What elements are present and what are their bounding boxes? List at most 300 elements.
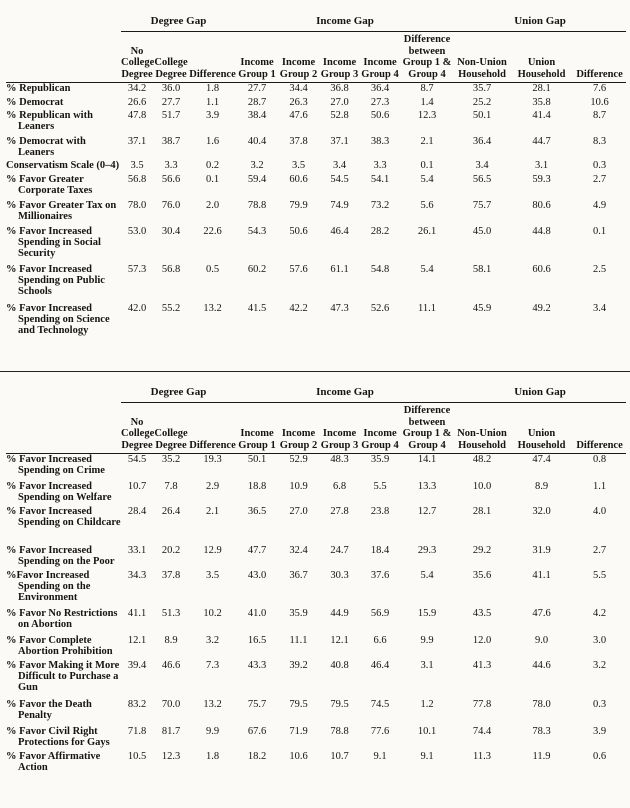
column-header: Difference between Group 1 & Group 4 xyxy=(402,405,452,451)
table-cell: 54.8 xyxy=(370,263,390,275)
table-cell: 0.3 xyxy=(592,698,607,710)
column-header: College Degree xyxy=(154,57,188,80)
table-cell: 10.1 xyxy=(417,725,437,737)
table-cell: 3.4 xyxy=(332,159,347,171)
table-cell: 0.8 xyxy=(592,454,607,465)
table-cell: 35.7 xyxy=(472,83,492,94)
table-top xyxy=(6,15,626,339)
table-cell: 36.7 xyxy=(289,569,308,581)
table-cell: 28.1 xyxy=(532,83,551,94)
column-header: No College Degree xyxy=(121,45,155,80)
table-cell: 15.9 xyxy=(417,607,437,619)
table-cell: 11.9 xyxy=(532,750,551,762)
table-cell: 52.9 xyxy=(289,454,308,465)
table-cell: 0.3 xyxy=(592,159,607,171)
group-header-degree-gap: Degree Gap xyxy=(150,15,207,27)
row-label: %Favor Increased Spending on the Environment xyxy=(6,569,91,603)
table-cell: 9.9 xyxy=(420,634,434,646)
table-cell: 71.8 xyxy=(127,725,147,737)
table-cell: 4.9 xyxy=(592,199,607,211)
table-cell: 52.8 xyxy=(330,109,349,121)
table-cell: 46.4 xyxy=(330,225,349,237)
table-row xyxy=(6,608,626,634)
table-cell: 41.1 xyxy=(532,569,551,581)
row-label: % Favor Increased Spending on Crime xyxy=(6,454,105,477)
table-cell: 10.9 xyxy=(289,480,308,492)
row-label: % Favor Affirmative Action xyxy=(6,750,101,773)
table-cell: 3.9 xyxy=(592,725,607,737)
table-cell: 44.6 xyxy=(532,659,551,671)
column-header: Income Group 4 xyxy=(361,428,399,451)
table-cell: 60.2 xyxy=(247,263,267,275)
table-row xyxy=(6,224,626,263)
table-cell: 3.1 xyxy=(534,159,549,171)
table-cell: 7.8 xyxy=(164,480,178,492)
table-cell: 34.4 xyxy=(289,83,308,94)
row-label: % Favor Greater Corporate Taxes xyxy=(6,173,93,196)
table-row xyxy=(6,83,626,97)
row-label: % Favor Increased Spending on Welfare xyxy=(6,480,112,503)
row-label: % Favor Increased Spending on Childcare xyxy=(6,505,121,528)
table-cell: 12.3 xyxy=(161,750,181,762)
table-cell: 19.3 xyxy=(203,454,222,465)
table-cell: 47.3 xyxy=(330,302,349,314)
table-cell: 12.0 xyxy=(472,634,492,646)
table-cell: 30.3 xyxy=(330,569,349,581)
row-label: % Favor Greater Tax on Millionaires xyxy=(6,199,117,222)
table-cell: 56.5 xyxy=(472,173,492,185)
table-cell: 57.3 xyxy=(127,263,147,275)
row-label: % Favor Increased Spending on Science and Technology xyxy=(6,302,110,336)
table-cell: 3.0 xyxy=(592,634,607,646)
row-label: % Republican with Leaners xyxy=(6,109,93,132)
table-cell: 27.8 xyxy=(330,505,349,517)
table-cell: 5.4 xyxy=(420,263,434,275)
table-cell: 70.0 xyxy=(161,698,181,710)
table-cell: 83.2 xyxy=(127,698,147,710)
column-header: Difference xyxy=(576,68,623,80)
table-cell: 18.2 xyxy=(247,750,267,762)
table-cell: 10.7 xyxy=(330,750,349,762)
table-row xyxy=(6,751,626,773)
table-cell: 27.7 xyxy=(161,96,181,108)
table-cell: 45.0 xyxy=(472,225,492,237)
table-cell: 26.4 xyxy=(161,505,181,517)
table-cell: 10.6 xyxy=(590,96,609,108)
table-row xyxy=(6,725,626,751)
table-cell: 56.6 xyxy=(161,173,181,185)
table-cell: 23.8 xyxy=(370,505,390,517)
table-cell: 50.6 xyxy=(370,109,390,121)
group-header-union-gap: Union Gap xyxy=(514,15,566,27)
column-header: Non-Union Household xyxy=(457,57,507,80)
table-row xyxy=(6,545,626,570)
row-label: Conservatism Scale (0–4) xyxy=(6,159,120,171)
table-row xyxy=(6,454,626,480)
table-cell: 37.1 xyxy=(330,135,349,147)
table-cell: 61.1 xyxy=(330,263,349,275)
table-cell: 3.1 xyxy=(420,659,434,671)
table-cell: 1.1 xyxy=(592,480,607,492)
table-cell: 7.6 xyxy=(592,83,607,94)
table-cell: 79.9 xyxy=(289,199,308,211)
table-cell: 0.5 xyxy=(205,263,220,275)
table-row xyxy=(6,480,626,506)
row-label: % Favor No Restrictions on Abortion xyxy=(6,607,118,630)
table-cell: 40.4 xyxy=(247,135,267,147)
table-cell: 60.6 xyxy=(289,173,308,185)
table-cell: 8.9 xyxy=(164,634,178,646)
table-cell: 81.7 xyxy=(161,725,181,737)
table-cell: 2.0 xyxy=(205,199,220,211)
table-cell: 47.6 xyxy=(289,109,308,121)
column-header: Income Group 2 xyxy=(279,428,318,451)
table-cell: 53.0 xyxy=(127,225,147,237)
table-cell: 52.6 xyxy=(370,302,390,314)
table-cell: 67.6 xyxy=(247,725,267,737)
table-cell: 20.2 xyxy=(161,544,181,556)
table-row xyxy=(6,301,626,339)
table-cell: 10.2 xyxy=(203,607,222,619)
table-cell: 12.9 xyxy=(203,544,222,556)
table-cell: 0.6 xyxy=(592,750,607,762)
table-cell: 0.1 xyxy=(592,225,607,237)
table-cell: 8.3 xyxy=(592,135,607,147)
table-cell: 2.5 xyxy=(592,263,607,275)
table-cell: 50.6 xyxy=(289,225,308,237)
table-cell: 8.7 xyxy=(592,109,607,121)
row-label: % Favor Making it More Difficult to Purchase a Gun xyxy=(6,659,120,693)
row-label: % Democrat xyxy=(6,96,64,108)
table-cell: 1.8 xyxy=(205,83,220,94)
table-cell: 12.7 xyxy=(417,505,437,517)
table-cell: 0.1 xyxy=(205,173,220,185)
column-header-row xyxy=(6,32,626,83)
table-cell: 6.6 xyxy=(373,634,387,646)
column-header: Difference xyxy=(576,439,623,451)
table-cell: 0.2 xyxy=(205,159,220,171)
table-cell: 2.7 xyxy=(592,544,607,556)
table-cell: 18.8 xyxy=(247,480,267,492)
group-header-income-gap: Income Gap xyxy=(316,386,374,398)
table-cell: 3.4 xyxy=(592,302,607,314)
row-label: % Favor the Death Penalty xyxy=(6,698,92,721)
table-cell: 26.3 xyxy=(289,96,308,108)
table-cell: 44.9 xyxy=(330,607,349,619)
table-cell: 75.7 xyxy=(472,199,492,211)
table-row xyxy=(6,110,626,134)
table-cell: 4.2 xyxy=(592,607,607,619)
table-cell: 25.2 xyxy=(472,96,492,108)
column-header: Non-Union Household xyxy=(457,428,507,451)
table-cell: 35.8 xyxy=(532,96,551,108)
table-row xyxy=(6,263,626,301)
table-cell: 44.7 xyxy=(532,135,551,147)
table-row xyxy=(6,134,626,160)
table-bottom xyxy=(6,386,626,773)
table-cell: 60.6 xyxy=(532,263,551,275)
table-cell: 2.1 xyxy=(420,135,434,147)
table-cell: 5.6 xyxy=(420,199,434,211)
table-cell: 59.3 xyxy=(532,173,551,185)
row-label: % Favor Increased Spending in Social Security xyxy=(6,225,101,259)
table-cell: 27.0 xyxy=(289,505,308,517)
table-cell: 9.0 xyxy=(534,634,549,646)
table-cell: 50.1 xyxy=(247,454,267,465)
table-cell: 2.7 xyxy=(592,173,607,185)
column-header: No College Degree xyxy=(121,416,155,451)
table-cell: 29.3 xyxy=(417,544,437,556)
table-cell: 3.4 xyxy=(475,159,489,171)
table-cell: 1.8 xyxy=(205,750,220,762)
table-cell: 8.7 xyxy=(420,83,434,94)
column-header xyxy=(6,32,121,83)
table-row xyxy=(6,699,626,725)
table-cell: 37.8 xyxy=(161,569,181,581)
group-header-degree-gap: Degree Gap xyxy=(150,386,207,398)
table-cell: 78.8 xyxy=(330,725,349,737)
table-cell: 13.2 xyxy=(203,302,222,314)
row-label: % Democrat with Leaners xyxy=(6,135,86,158)
table-cell: 31.9 xyxy=(532,544,551,556)
table-cell: 74.4 xyxy=(472,725,492,737)
table-cell: 71.9 xyxy=(289,725,308,737)
table-cell: 36.4 xyxy=(472,135,492,147)
table-cell: 13.2 xyxy=(203,698,222,710)
column-header: Income Group 3 xyxy=(320,428,359,451)
table-cell: 75.7 xyxy=(247,698,267,710)
table-cell: 78.8 xyxy=(247,199,267,211)
table-cell: 79.5 xyxy=(330,698,349,710)
table-cell: 54.1 xyxy=(370,173,390,185)
table-cell: 36.0 xyxy=(161,83,181,94)
table-cell: 3.3 xyxy=(373,159,387,171)
table-cell: 36.4 xyxy=(370,83,390,94)
table-cell: 40.8 xyxy=(330,659,349,671)
table-cell: 55.2 xyxy=(161,302,181,314)
table-row xyxy=(6,506,626,545)
table-cell: 9.1 xyxy=(420,750,434,762)
table-cell: 80.6 xyxy=(532,199,551,211)
table-cell: 41.5 xyxy=(247,302,267,314)
table-cell: 32.0 xyxy=(532,505,551,517)
table-cell: 47.8 xyxy=(127,109,147,121)
table-cell: 11.1 xyxy=(289,634,308,646)
table-cell: 34.3 xyxy=(127,569,147,581)
table-cell: 5.5 xyxy=(373,480,387,492)
table-cell: 1.6 xyxy=(205,135,220,147)
column-header xyxy=(6,403,121,454)
table-cell: 27.7 xyxy=(247,83,267,94)
table-cell: 47.7 xyxy=(247,544,267,556)
table-cell: 43.5 xyxy=(472,607,492,619)
column-header: Union Household xyxy=(517,57,566,80)
table-row xyxy=(6,570,626,608)
table-cell: 30.4 xyxy=(161,225,181,237)
table-cell: 46.4 xyxy=(370,659,390,671)
table-cell: 42.0 xyxy=(127,302,147,314)
table-cell: 2.9 xyxy=(205,480,220,492)
column-header: Income Group 1 xyxy=(238,428,276,451)
row-label: % Favor Increased Spending on the Poor xyxy=(6,544,115,567)
table-cell: 3.2 xyxy=(250,159,264,171)
table-cell: 48.2 xyxy=(472,454,492,465)
table-cell: 73.2 xyxy=(370,199,390,211)
table-cell: 5.4 xyxy=(420,173,434,185)
table-cell: 35.9 xyxy=(289,607,308,619)
table-cell: 24.7 xyxy=(330,544,349,556)
table-cell: 18.4 xyxy=(370,544,390,556)
table-divider xyxy=(0,371,630,372)
table-cell: 48.3 xyxy=(330,454,349,465)
table-cell: 56.9 xyxy=(370,607,390,619)
table-cell: 33.1 xyxy=(127,544,147,556)
table-cell: 3.9 xyxy=(205,109,220,121)
table-cell: 47.6 xyxy=(532,607,551,619)
table-row xyxy=(6,97,626,110)
column-header-row xyxy=(6,403,626,454)
table-cell: 16.5 xyxy=(247,634,267,646)
table-cell: 45.9 xyxy=(472,302,492,314)
table-cell: 76.0 xyxy=(161,199,181,211)
table-cell: 54.5 xyxy=(330,173,349,185)
table-cell: 13.3 xyxy=(417,480,437,492)
column-header: Income Group 4 xyxy=(361,57,399,80)
table-cell: 35.2 xyxy=(161,454,181,465)
table-cell: 3.5 xyxy=(205,569,220,581)
table-cell: 57.6 xyxy=(289,263,308,275)
table-cell: 10.6 xyxy=(289,750,308,762)
table-cell: 47.4 xyxy=(532,454,551,465)
column-header: College Degree xyxy=(154,428,188,451)
table-cell: 32.4 xyxy=(289,544,308,556)
table-cell: 59.4 xyxy=(247,173,267,185)
column-header: Difference xyxy=(189,68,236,80)
table-row xyxy=(6,198,626,224)
table-cell: 49.2 xyxy=(532,302,551,314)
table-cell: 38.3 xyxy=(370,135,390,147)
column-header: Difference between Group 1 & Group 4 xyxy=(402,34,452,80)
table-row xyxy=(6,634,626,660)
table-cell: 12.3 xyxy=(417,109,437,121)
table-cell: 35.6 xyxy=(472,569,492,581)
table-cell: 10.5 xyxy=(127,750,147,762)
table-row xyxy=(6,660,626,699)
table-cell: 38.7 xyxy=(161,135,181,147)
group-header-union-gap: Union Gap xyxy=(514,386,566,398)
table-cell: 58.1 xyxy=(472,263,492,275)
table-cell: 1.4 xyxy=(420,96,434,108)
table-cell: 37.1 xyxy=(127,135,147,147)
table-cell: 36.8 xyxy=(330,83,349,94)
table-cell: 51.3 xyxy=(161,607,181,619)
table-cell: 56.8 xyxy=(127,173,147,185)
column-header: Union Household xyxy=(517,428,566,451)
table-cell: 28.4 xyxy=(127,505,147,517)
table-cell: 1.1 xyxy=(205,96,220,108)
table-cell: 35.9 xyxy=(370,454,390,465)
table-cell: 44.8 xyxy=(532,225,551,237)
row-label: % Favor Civil Right Protections for Gays xyxy=(6,725,110,748)
group-header-income-gap: Income Gap xyxy=(316,15,374,27)
table-cell: 34.2 xyxy=(127,83,147,94)
table-cell: 0.1 xyxy=(420,159,434,171)
table-cell: 11.3 xyxy=(473,750,492,762)
table-cell: 4.0 xyxy=(592,505,607,517)
table-cell: 29.2 xyxy=(472,544,492,556)
table-cell: 77.8 xyxy=(472,698,492,710)
table-cell: 54.3 xyxy=(247,225,267,237)
table-cell: 9.1 xyxy=(373,750,387,762)
table-cell: 10.7 xyxy=(127,480,147,492)
table-cell: 1.2 xyxy=(420,698,434,710)
row-label: % Favor Complete Abortion Prohibition xyxy=(6,634,113,657)
table-cell: 3.5 xyxy=(291,159,306,171)
table-cell: 51.7 xyxy=(161,109,181,121)
table-cell: 54.5 xyxy=(127,454,147,465)
table-cell: 78.3 xyxy=(532,725,551,737)
table-cell: 41.3 xyxy=(472,659,492,671)
table-cell: 10.0 xyxy=(472,480,492,492)
table-row xyxy=(6,174,626,198)
table-cell: 42.2 xyxy=(289,302,308,314)
column-header: Income Group 2 xyxy=(279,57,318,80)
table-row xyxy=(6,160,626,174)
table-cell: 43.0 xyxy=(247,569,267,581)
table-cell: 37.6 xyxy=(370,569,390,581)
table-cell: 6.8 xyxy=(332,480,347,492)
table-cell: 41.1 xyxy=(127,607,147,619)
row-label: % Favor Increased Spending on Public Schools xyxy=(6,263,105,297)
column-header: Difference xyxy=(189,439,236,451)
table-cell: 28.7 xyxy=(247,96,267,108)
table-cell: 36.5 xyxy=(247,505,267,517)
table-cell: 5.5 xyxy=(592,569,607,581)
table-cell: 43.3 xyxy=(247,659,267,671)
table-cell: 2.1 xyxy=(205,505,220,517)
table-cell: 77.6 xyxy=(370,725,390,737)
table-cell: 50.1 xyxy=(472,109,492,121)
table-cell: 26.1 xyxy=(417,225,437,237)
table-cell: 28.2 xyxy=(370,225,390,237)
table-cell: 41.0 xyxy=(247,607,267,619)
table-cell: 27.0 xyxy=(330,96,349,108)
table-cell: 3.5 xyxy=(130,159,144,171)
table-cell: 37.8 xyxy=(289,135,308,147)
table-cell: 3.2 xyxy=(205,634,220,646)
table-cell: 3.3 xyxy=(164,159,178,171)
table-cell: 74.9 xyxy=(330,199,349,211)
table-cell: 28.1 xyxy=(472,505,492,517)
table-cell: 79.5 xyxy=(289,698,308,710)
table-cell: 11.1 xyxy=(418,302,437,314)
table-cell: 22.6 xyxy=(203,225,222,237)
table-cell: 14.1 xyxy=(417,454,437,465)
table-cell: 39.4 xyxy=(127,659,147,671)
table-cell: 78.0 xyxy=(127,199,147,211)
table-cell: 9.9 xyxy=(205,725,220,737)
table-cell: 41.4 xyxy=(532,109,551,121)
table-cell: 12.1 xyxy=(127,634,147,646)
table-cell: 7.3 xyxy=(205,659,220,671)
table-cell: 56.8 xyxy=(161,263,181,275)
column-header: Income Group 1 xyxy=(238,57,276,80)
table-cell: 3.2 xyxy=(592,659,607,671)
table-cell: 5.4 xyxy=(420,569,434,581)
row-label: % Republican xyxy=(6,83,71,94)
table-cell: 78.0 xyxy=(532,698,551,710)
table-cell: 26.6 xyxy=(127,96,147,108)
